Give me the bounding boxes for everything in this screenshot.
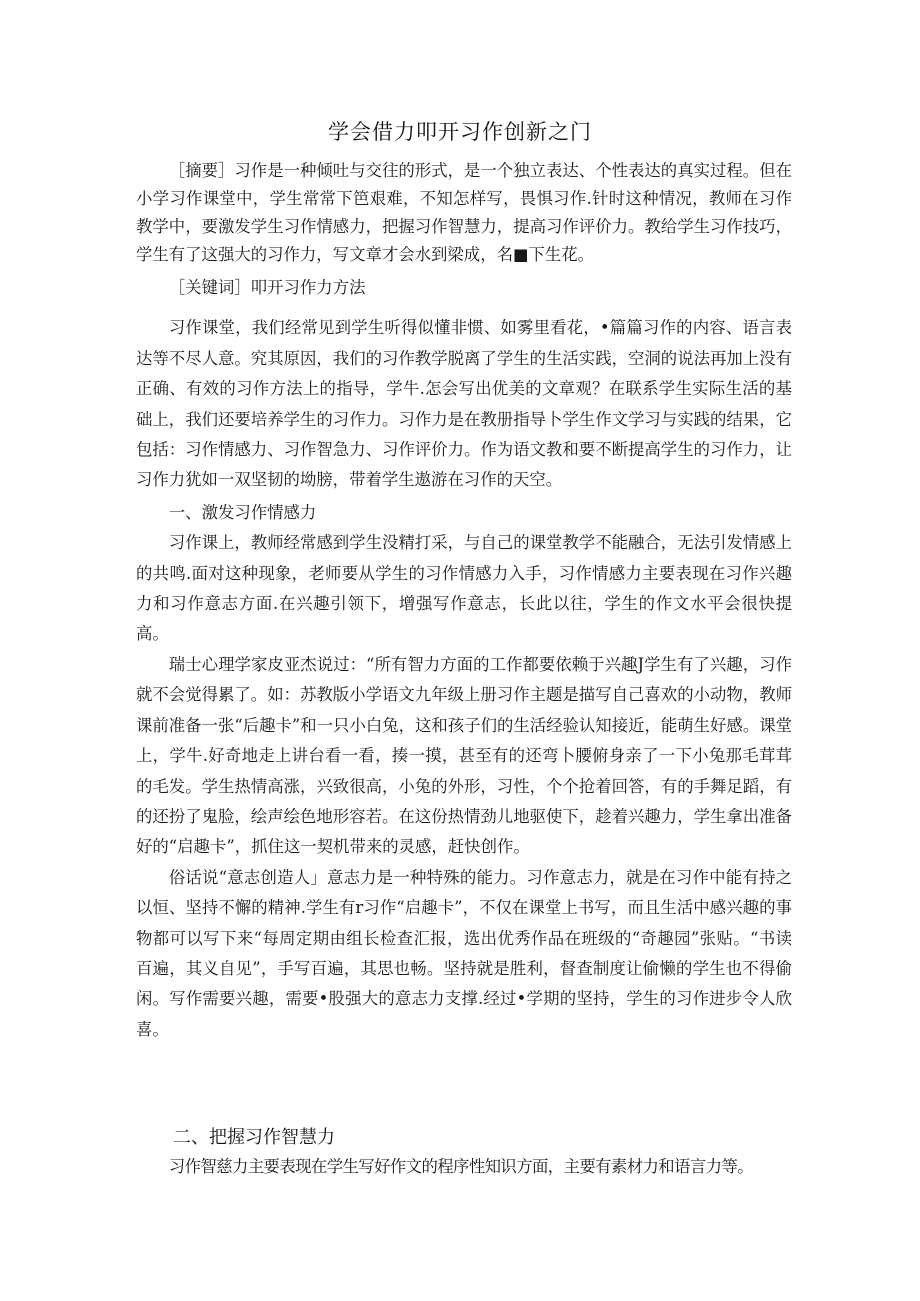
- intro-paragraph: 习作课堂，我们经常见到学生听得似懂非惯、如雾里看花，•篇篇习作的内容、语言表达等不尽人意。究其原因，我们的习作教学脱离了学生的生活实践，空洞的说法再加上没有正确、有效的习作方法上的指导，学牛.怎会写出优美的文章观？在联系学生实际生活的基础上，我们还要培养学生的习作力。习作力是在教册指导卜学生作文学习与实践的结果，它包括：习作情感力、习作智急力、习作评价力。作为语文教和要不断提高学生的习作力，让习作力犹如一双坚韧的坳膀，带着学生遨游在习作的天空。: [136, 318, 792, 490]
- section-1-paragraph-2: 瑞士心理学家皮亚杰说过：“所有智力方面的工作都要依赖于兴趣J学生有了兴趣，习作就不会觉得累了。如：苏教版小学语文九年级上册习作主题是描写自己喜欢的小动物，教师课前准备一张“后趣卡”和一只小白兔，这和孩子们的生活经验认知接近，能萌生好感。课堂上，学牛.好奇地走上讲台看一看，揍一摸，甚至有的还弯卜腰俯身亲了一下小兔那毛茸茸的毛发。学生热情高涨，兴致很高，小兔的外形，习性，个个抢着回答，有的手舞足蹈，有的还扮了鬼脸，绘声绘色地形容若。在这份热情劲儿地驱使下，趁着兴趣力，学生拿出准备好的“启趣卡”，抓住这一契机带来的灵感，赶快创作。: [136, 654, 792, 857]
- abstract-paragraph: ［摘要］习作是一种倾吐与交往的形式，是一个独立表达、个性表达的真实过程。但在小学习作课堂中，学生常常下笆艰难，不知怎样写，畏惧习作.针时这种情况，教师在习作教学中，要激发学生习作情感力，把握习作智慧力，提高习作评价力。教给学生习作技巧，学生有了这强大的习作力，写文章才会水到梁成，名■下生花。: [136, 161, 792, 264]
- keywords-paragraph: ［关键词］叩开习作力方法: [168, 278, 366, 297]
- section-1-paragraph-1: 习作课上，教师经常感到学生没精打采，与自己的课堂教学不能融合，无法引发情感上的共鸣.面对这种现象，老师要从学生的习作情感力入手，习作情感力主要表现在习作兴趣力和习作意志方面.在兴趣引领下，增强写作意志，长此以往，学生的作文水平会很快提高。: [136, 533, 792, 644]
- section-1-paragraph-3: 俗话说“意志创造人」意志力是一种特殊的能力。习作意志力，就是在习作中能有持之以恒、坚持不懈的精神.学生有r习作“启趣卡”，不仅在课堂上书写，而且生活中感兴趣的事物都可以写下来“每周定期由组长检查汇报，选出优秀作品在班级的“奇趣园”张贴。“书读百遍，其义自见”，手写百遍，其思也畅。坚持就是胜利，督查制度让偷懒的学生也不得偷闲。写作需要兴趣，需要•股强大的意志力支撑.经过•学期的坚持，学生的习作进步令人欣喜。: [136, 867, 792, 1039]
- section-1-heading: 一、激发习作情感力: [168, 502, 317, 522]
- section-2-heading: 二、把握习作智慧力: [173, 1127, 335, 1148]
- document-title: 学会借力叩开习作创新之门: [328, 120, 592, 144]
- section-2-paragraph-1: 习作智慈力主要表现在学生写好作文的程序性知识方面，主要有素材力和语言力等。: [168, 1157, 754, 1176]
- document-body: [136, 157, 792, 1045]
